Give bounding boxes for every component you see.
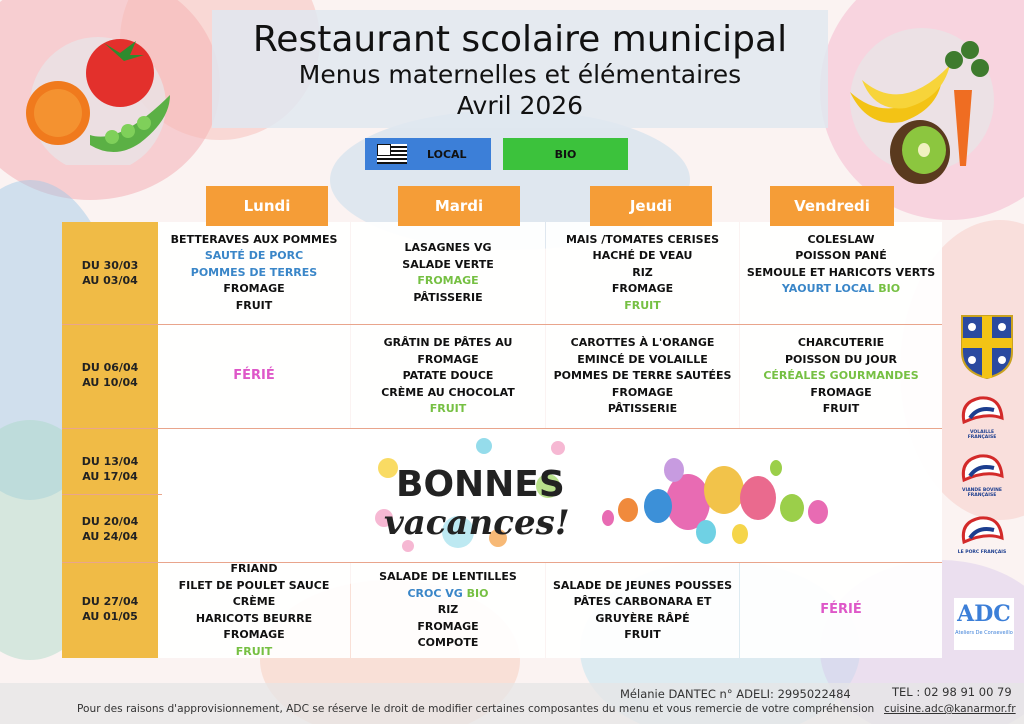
week-label-5: DU 27/04 AU 01/05 bbox=[81, 595, 139, 623]
legend-bio-label: BIO bbox=[554, 147, 577, 161]
vacation-band bbox=[158, 428, 942, 562]
row-divider bbox=[62, 494, 162, 495]
menu-cell-w5-lundi: FRIAND FILET DE POULET SAUCE CRÈME HARICOTS BEURRE FROMAGE FRUIT bbox=[158, 563, 350, 658]
porc-francais-logo: LE PORC FRANÇAIS bbox=[956, 512, 1008, 562]
viande-bovine-francaise-logo: VIANDE BOVINE FRANÇAISE bbox=[956, 450, 1008, 502]
menu-cell-w5-vendredi: FÉRIÉ bbox=[740, 563, 942, 658]
breton-flag-icon bbox=[377, 144, 407, 164]
legend-local bbox=[365, 138, 491, 170]
row-divider bbox=[62, 562, 942, 563]
menu-cell-w1-vendredi: COLESLAW POISSON PANÉ SEMOULE ET HARICOTS VERTS YAOURT LOCAL BIO bbox=[740, 222, 942, 324]
footer-author: Mélanie DANTEC n° ADELI: 2995022484 bbox=[620, 687, 851, 701]
legend-bio bbox=[503, 138, 628, 170]
week-label-1: DU 30/03 AU 03/04 bbox=[81, 259, 139, 287]
header-title-box bbox=[212, 10, 828, 128]
menu-cell-w1-mardi: LASAGNES VG SALADE VERTE FROMAGE PÂTISSERIE bbox=[351, 222, 545, 324]
menu-cell-w5-jeudi: SALADE DE JEUNES POUSSES PÂTES CARBONARA ET GRUYÈRE RÂPÉ FRUIT bbox=[546, 563, 739, 658]
coat-of-arms-icon bbox=[960, 314, 1014, 380]
fruits-vegetables-left-illustration bbox=[20, 25, 190, 165]
day-header-mardi: Mardi bbox=[398, 186, 520, 226]
menu-cell-w2-mardi: GRÂTIN DE PÂTES AU FROMAGE PATATE DOUCE CRÈME AU CHOCOLAT FRUIT bbox=[351, 325, 545, 428]
adc-logo: ADC Ateliers De Conseveillo bbox=[954, 598, 1014, 650]
vacation-text-line2: vacances! bbox=[384, 503, 570, 543]
week-label-4: DU 20/04 AU 24/04 bbox=[81, 515, 139, 543]
day-header-lundi: Lundi bbox=[206, 186, 328, 226]
row-divider bbox=[62, 428, 942, 429]
page-subtitle: Menus maternelles et élémentaires bbox=[298, 60, 742, 89]
vacation-text-line1: BONNES bbox=[396, 464, 565, 505]
menu-grid bbox=[62, 222, 942, 658]
menu-cell-w2-jeudi: CAROTTES À L'ORANGE EMINCÉ DE VOLAILLE POMMES DE TERRE SAUTÉES FROMAGE PÂTISSERIE bbox=[546, 325, 739, 428]
menu-cell-w2-lundi: FÉRIÉ bbox=[158, 325, 350, 428]
footer-email-link[interactable]: cuisine.adc@kanarmor.fr bbox=[884, 703, 1016, 715]
footer-notice: Pour des raisons d'approvisionnement, ADC se réserve le droit de modifier certaines composantes du menu et vous remercie de votre compréhension bbox=[77, 703, 875, 715]
bonnes-vacances-illustration bbox=[158, 428, 942, 562]
menu-cell-w2-vendredi: CHARCUTERIE POISSON DU JOUR CÉRÉALES GOURMANDES FROMAGE FRUIT bbox=[740, 325, 942, 428]
menu-month: Avril 2026 bbox=[456, 91, 584, 120]
row-divider bbox=[62, 324, 942, 325]
legend-local-label: LOCAL bbox=[427, 147, 467, 161]
page-title: Restaurant scolaire municipal bbox=[252, 19, 788, 60]
day-header-vendredi: Vendredi bbox=[770, 186, 894, 226]
day-header-jeudi: Jeudi bbox=[590, 186, 712, 226]
footer-tel: TEL : 02 98 91 00 79 bbox=[892, 685, 1012, 699]
volaille-francaise-logo: VOLAILLE FRANÇAISE bbox=[956, 392, 1008, 438]
menu-cell-w1-jeudi: MAIS /TOMATES CERISES HACHÉ DE VEAU RIZ FROMAGE FRUIT bbox=[546, 222, 739, 324]
fruits-vegetables-right-illustration bbox=[842, 20, 1012, 190]
week-label-2: DU 06/04 AU 10/04 bbox=[81, 361, 139, 389]
week-label-3: DU 13/04 AU 17/04 bbox=[81, 455, 139, 483]
menu-cell-w1-lundi: BETTERAVES AUX POMMES SAUTÉ DE PORC POMMES DE TERRES FROMAGE FRUIT bbox=[158, 222, 350, 324]
menu-cell-w5-mardi: SALADE DE LENTILLES CROC VG BIO RIZ FROMAGE COMPOTE bbox=[351, 563, 545, 658]
